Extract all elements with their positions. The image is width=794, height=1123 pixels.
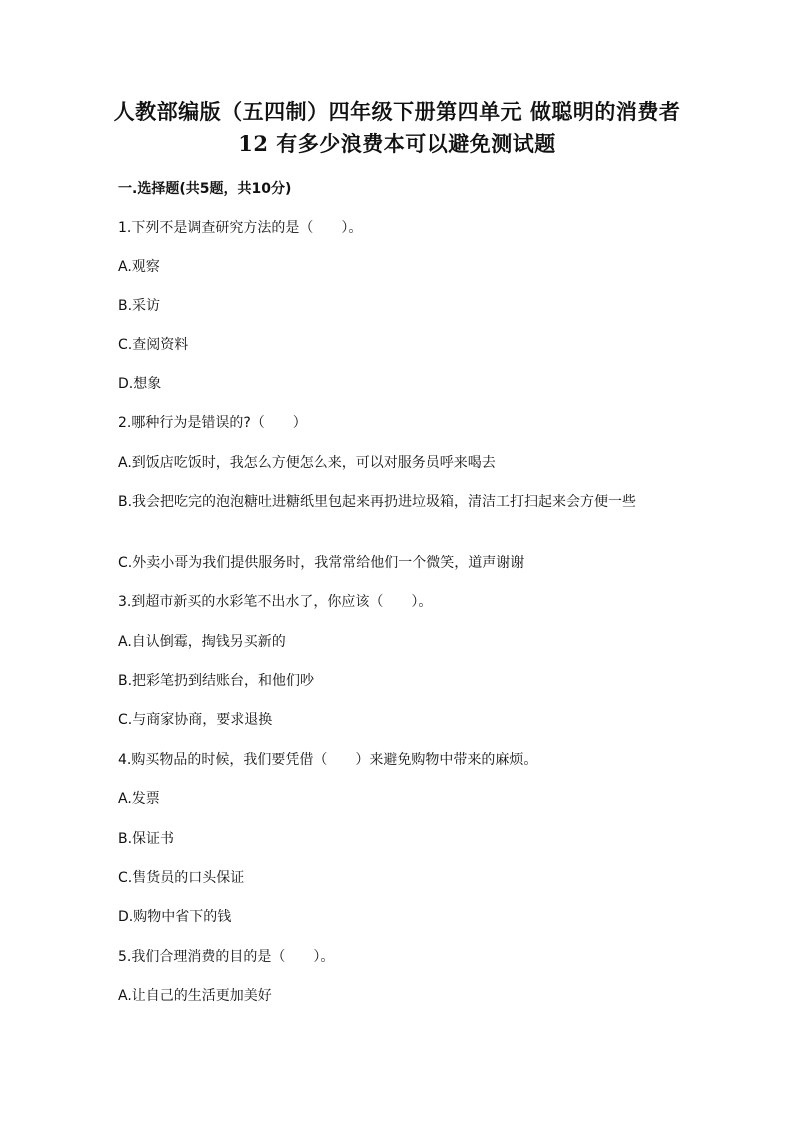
question-3-option-c: C.与商家协商，要求退换 — [118, 712, 273, 728]
question-3-option-b: B.把彩笔扔到结账台，和他们吵 — [118, 673, 315, 689]
page-title: 人教部编版（五四制）四年级下册第四单元 做聪明的消费者 12 有多少浪费本可以避免测试题 — [113, 99, 681, 156]
question-4-option-b: B.保证书 — [118, 831, 175, 847]
question-3-option-a: A.自认倒霉，掏钱另买新的 — [118, 634, 286, 650]
question-2-option-a: A.到饭店吃饭时，我怎么方便怎么来，可以对服务员呼来喝去 — [118, 455, 496, 471]
question-2-stem: 2.哪种行为是错误的?（ ） — [118, 415, 307, 431]
question-5-option-a: A.让自己的生活更加美好 — [118, 988, 272, 1004]
question-4-option-a: A.发票 — [118, 791, 160, 807]
question-1-option-c: C.查阅资料 — [118, 337, 189, 353]
question-1-option-b: B.采访 — [118, 298, 161, 314]
question-2-option-c: C.外卖小哥为我们提供服务时，我常常给他们一个微笑，道声谢谢 — [118, 555, 525, 571]
question-3-stem: 3.到超市新买的水彩笔不出水了，你应该（ ）。 — [118, 594, 433, 610]
section-heading: 一.选择题(共5题，共10分) — [118, 181, 292, 197]
question-2-option-b: B.我会把吃完的泡泡糖吐进糖纸里包起来再扔进垃圾箱，清洁工打扫起来会方便一些 — [118, 494, 637, 510]
question-5-stem: 5.我们合理消费的目的是（ ）。 — [118, 949, 335, 965]
question-1-option-d: D.想象 — [118, 376, 162, 392]
question-4-option-d: D.购物中省下的钱 — [118, 909, 232, 925]
question-4-option-c: C.售货员的口头保证 — [118, 870, 245, 886]
question-4-stem: 4.购买物品的时候，我们要凭借（ ）来避免购物中带来的麻烦。 — [118, 752, 538, 768]
question-1-stem: 1.下列不是调查研究方法的是（ ）。 — [118, 220, 363, 236]
question-1-option-a: A.观察 — [118, 259, 160, 275]
